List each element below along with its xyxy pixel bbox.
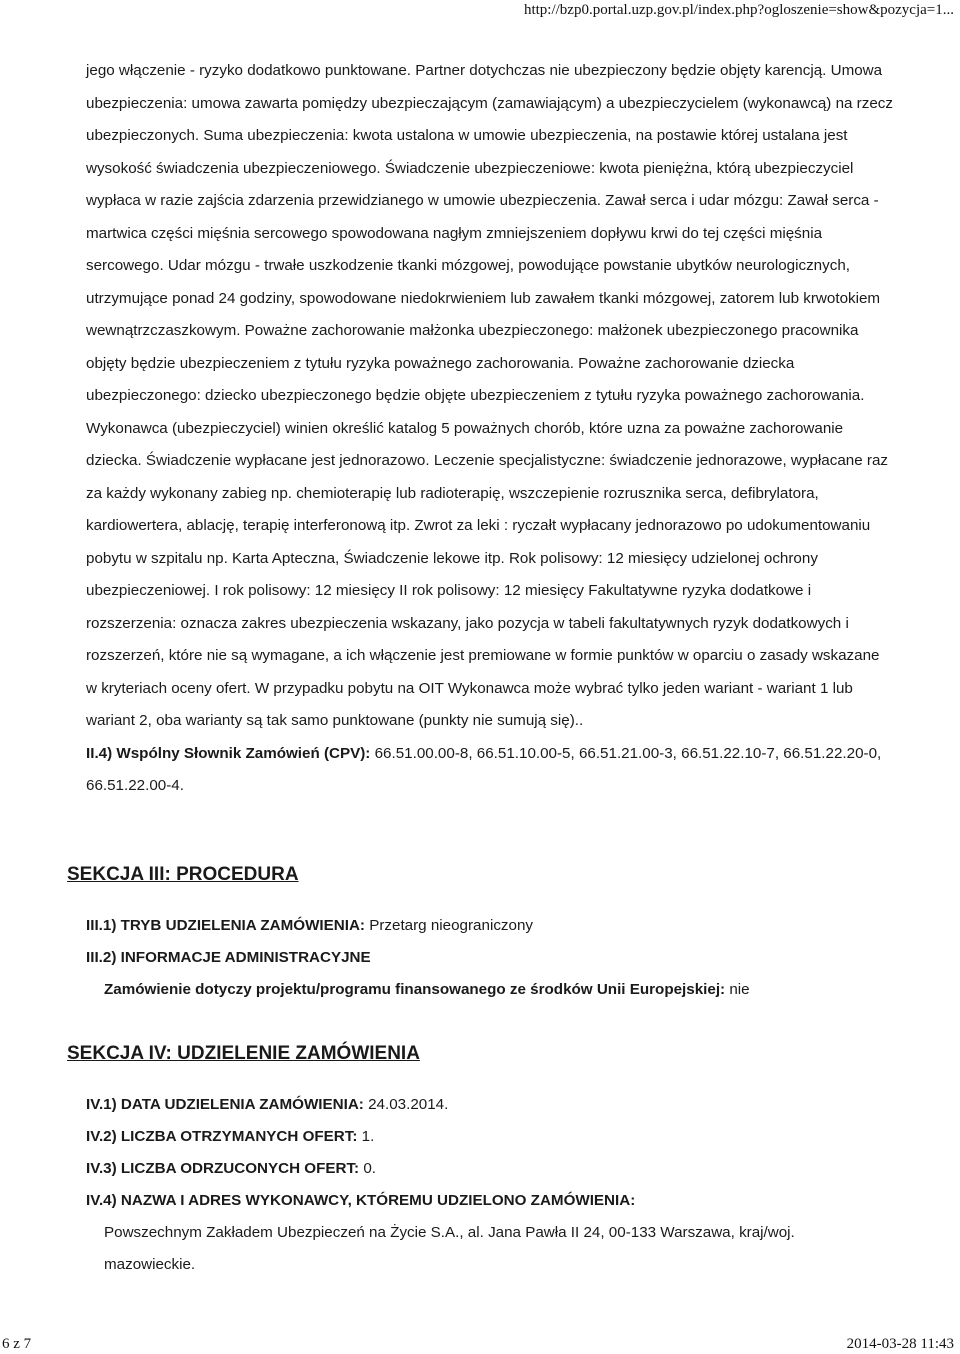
contractor-value: Powszechnym Zakładem Ubezpieczeń na Życie S.A., al. Jana Pawła II 24, 00-133 Warszawa, kraj/woj. mazowieckie.: [104, 1224, 795, 1273]
offers-rejected-value: 0.: [359, 1160, 376, 1177]
cpv-value: 66.51.00.00-8, 66.51.10.00-5, 66.51.21.00-3, 66.51.22.10-7, 66.51.22.20-0, 66.51.22.00-4.: [86, 744, 882, 794]
page-number: 6 z 7: [2, 1336, 32, 1352]
offers-rejected: [86, 1153, 906, 1185]
admin-info-label: III.2) INFORMACJE ADMINISTRACYJNE: [86, 949, 371, 966]
award-date: [86, 1089, 906, 1121]
procedure-type: [86, 910, 906, 942]
procedure-type-value: Przetarg nieograniczony: [365, 917, 533, 934]
cpv-label: II.4) Wspólny Słownik Zamówień (CPV):: [86, 744, 371, 762]
award-date-label: IV.1) DATA UDZIELENIA ZAMÓWIENIA:: [86, 1096, 364, 1113]
offers-received-label: IV.2) LICZBA OTRZYMANYCH OFERT:: [86, 1128, 358, 1145]
body-paragraph: jego włączenie - ryzyko dodatkowo punktowane. Partner dotychczas nie ubezpieczony będzie objęty karencją. Umowa ubezpieczenia: umowa zawarta pomiędzy ubezpieczającym (zamawiającym) a ubezpieczycielem (wykonawcą) na rzecz ubezpieczonych. Suma ubezpieczenia: kwota ustalona w umowie ubezpieczenia, na postawie której ustalana jest wysokość świadczenia ubezpieczeniowego. Świadczenie ubezpieczeniowe: kwota pieniężna, którą ubezpieczyciel wypłaca w razie zajścia zdarzenia przewidzianego w umowie ubezpieczenia. Zawał serca i udar mózgu: Zawał serca -martwica części mięśnia sercowego spowodowana nagłym zmniejszeniem dopływu krwi do tej części mięśnia sercowego. Udar mózgu - trwałe uszkodzenie tkanki mózgowej, powodujące powstanie ubytków neurologicznych, utrzymujące ponad 24 godziny, spowodowane niedokrwieniem lub zawałem tkanki mózgowej, zatorem lub krwotokiem wewnątrzczaszkowym. Poważne zachorowanie małżonka ubezpieczonego: małżonek ubezpieczonego pracownika objęty będzie ubezpieczeniem z tytułu ryzyka poważnego zachorowania. Poważne zachorowanie dziecka ubezpieczonego: dziecko ubezpieczonego będzie objęte ubezpieczeniem z tytułu ryzyka poważnego zachorowania. Wykonawca (ubezpieczyciel) winien określić katalog 5 poważnych chorób, które uzna za poważne zachorowanie dziecka. Świadczenie wypłacane jest jednorazowo. Leczenie specjalistyczne: świadczenie jednorazowe, wypłacane raz za każdy wykonany zabieg np. chemioterapię lub radioterapię, wszczepienie rozrusznika serca, defibrylatora, kardiowertera, ablację, terapię interferonową itp. Zwrot za leki : ryczałt wypłacany jednorazowo po udokumentowaniu pobytu w szpitalu np. Karta Apteczna, Świadczenie lekowe itp. Rok polisowy: 12 miesięcy udzielonej ochrony ubezpieczeniowej. I rok polisowy: 12 miesięcy II rok polisowy: 12 miesięcy Fakultatywne ryzyka dodatkowe i rozszerzenia: oznacza zakres ubezpieczenia wskazany, jako pozycja w tabeli fakultatywnych ryzyk dodatkowych i rozszerzeń, które nie są wymagane, a ich włączenie jest premiowane w formie punktów w oparciu o zasady wskazane w kryteriach oceny ofert. W przypadku pobytu na OIT Wykonawca może wybrać tylko jeden wariant - wariant 1 lub wariant 2, oba warianty są tak samo punktowane (punkty nie sumują się)..: [86, 62, 893, 729]
cpv-paragraph: [86, 738, 894, 803]
section-3-title: SEKCJA III: PROCEDURA: [67, 864, 299, 885]
offers-received: [86, 1121, 906, 1153]
eu-funding: [86, 974, 906, 1006]
offers-rejected-label: IV.3) LICZBA ODRZUCONYCH OFERT:: [86, 1160, 360, 1177]
page-url: http://bzp0.portal.uzp.gov.pl/index.php?ogloszenie=show&pozycja=1...: [523, 2, 954, 18]
offers-received-value: 1.: [357, 1128, 375, 1145]
section-3-items: [86, 910, 906, 1006]
procedure-type-label: III.1) TRYB UDZIELENIA ZAMÓWIENIA:: [86, 917, 365, 934]
contractor-label: IV.4) NAZWA I ADRES WYKONAWCY, KTÓREMU UDZIELONO ZAMÓWIENIA:: [86, 1192, 636, 1209]
section-4-items: [86, 1089, 906, 1281]
document-body: [86, 55, 894, 803]
award-date-value: 24.03.2014.: [363, 1096, 449, 1113]
eu-funding-label: Zamówienie dotyczy projektu/programu finansowanego ze środków Unii Europejskiej:: [104, 981, 726, 998]
print-timestamp: 2014-03-28 11:43: [846, 1336, 954, 1352]
section-4-title: SEKCJA IV: UDZIELENIE ZAMÓWIENIA: [67, 1043, 420, 1064]
eu-funding-value: nie: [725, 981, 750, 998]
